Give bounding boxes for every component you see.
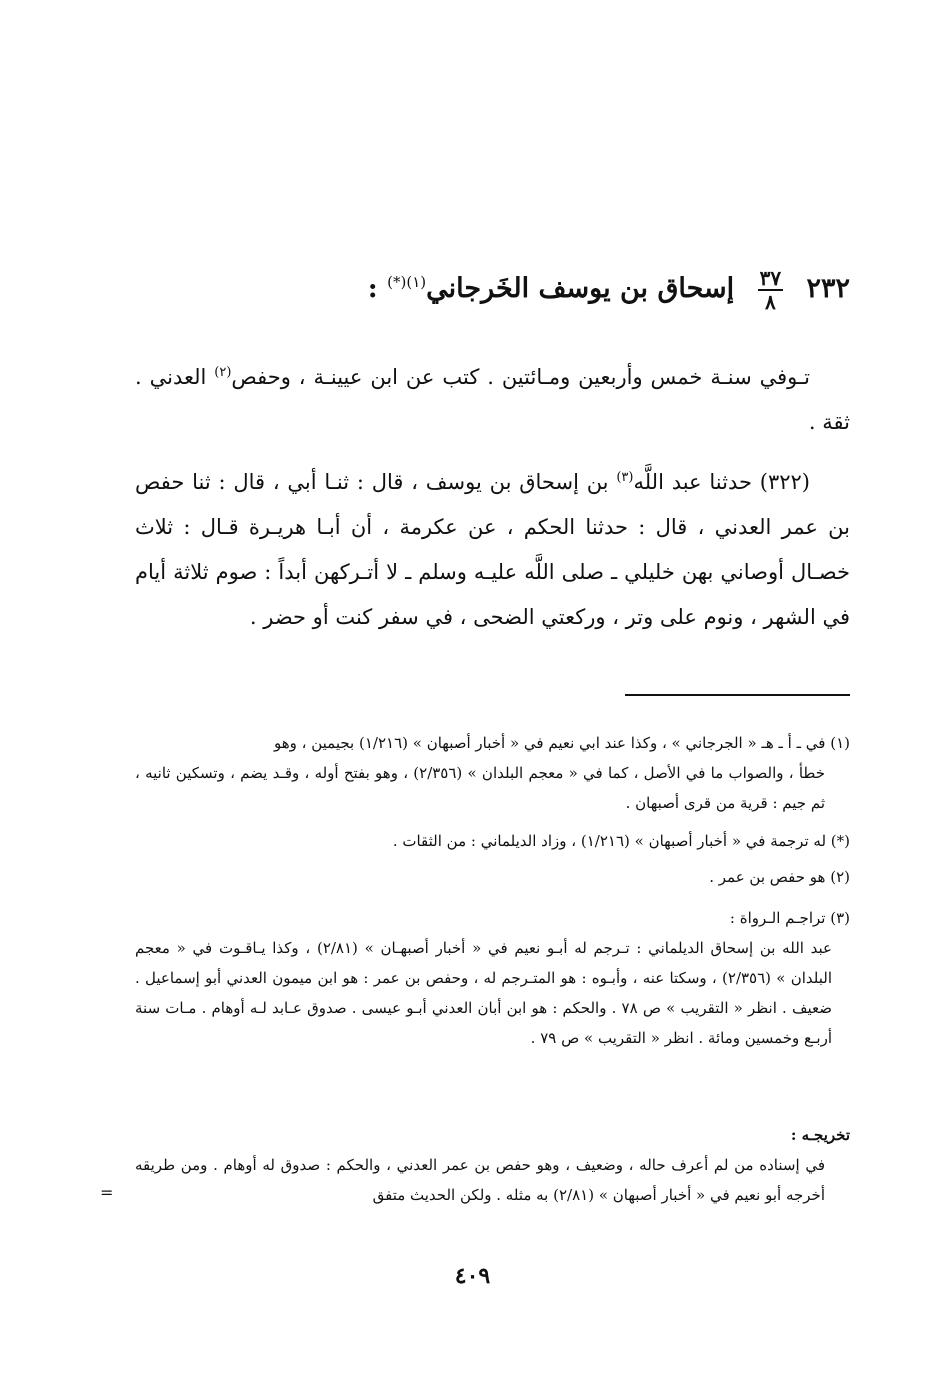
hadith-text-a: (٣٢٢) حدثنا عبد اللَّه xyxy=(633,470,810,494)
entry-number: ٢٣٢ xyxy=(806,273,850,304)
hadith-paragraph xyxy=(135,455,850,640)
fraction-top: ٣٧ xyxy=(759,265,782,290)
footnote-marker-3: (٣) xyxy=(616,470,634,485)
footnote-3-body: عبد الله بن إسحاق الديلماني : تـرجم له أبـو نعيم في « أخبار أصبهـان » (٢/٨١) ، وكذا يـاقـوت في « معجم البلدان » (٢/٣٥٦) ، وسكتا عنه ، وأبـوه : هو المتـرجم له ، وحفص بن عمر : هو ابن ميمون العدني أبو إسماعيل . ضعيف . انظر « التقريب » ص ٧٨ . والحكم : هو ابن أبان العدني أبـو عيسى . صدوق عـابد لـه أوهام . مـات سنة أربـع وخمسين ومائة . انظر « التقريب » ص ٧٩ . xyxy=(135,939,832,1047)
continuation-mark: = xyxy=(100,1183,114,1202)
footnote-separator xyxy=(625,694,850,696)
takhrij-body: في إسناده من لم أعرف حاله ، وضعيف ، وهو حفص بن عمر العدني ، والحكم : صدوق له أوهام . ومن طريقه أخرجه أبو نعيم في « أخبار أصبهان » (٢/٨١) به مثله . ولكن الحديث متفق xyxy=(135,1156,825,1204)
biography-text-a: تـوفي سنـة خمس وأربعين ومـائتين . كتب عن ابن عيينـة ، وحفص xyxy=(231,365,810,389)
biography-text-b: العدني . ثقة . xyxy=(135,365,850,434)
footnote-marker-2: (٢) xyxy=(214,365,232,380)
entry-heading xyxy=(90,262,850,313)
footnote-star: (*) له ترجمة في « أخبار أصبهان » (١/٢١٦) ، وزاد الديلماني : من الثقات . xyxy=(392,832,850,850)
biography-paragraph xyxy=(135,350,850,445)
entry-fraction xyxy=(758,267,783,313)
footnote-2: (٢) هو حفص بن عمر . xyxy=(709,868,850,886)
footnote-1-line: (١) في ـ أ ـ هـ « الجرجاني » ، وكذا عند ابي نعيم في « أخبار أصبهان » (١/٢١٦) بجيمين ، وهو xyxy=(273,734,850,752)
footnote-1-continuation: خطأ ، والصواب ما في الأصل ، كما في « معجم البلدان » (٢/٣٥٦) ، وهو بفتح أوله ، وقـد يضم ، وتسكين ثانيه ، ثم جيم : قرية من قرى أصبهان . xyxy=(135,764,825,812)
hadith-text-b: بن إسحاق بن يوسف ، قال : ثنـا أبي ، قال : ثنا حفص بن عمر العدني ، قال : حدثنا الحكم ، عن عكرمة ، أن أبـا هريـرة قـال : ثلاث خصـال أوصاني بهن خليلي ـ صلى اللَّه عليـه وسلم ـ لا أتـركهن أبداً : صوم ثلاثة أيام في الشهر ، ونوم على وتر ، وركعتي الضحى ، في سفر كنت أو حضر . xyxy=(135,470,850,629)
entry-title: إسحاق بن يوسف الخَرجاني xyxy=(426,273,735,304)
takhrij-heading: تخريجـه : xyxy=(790,1126,850,1144)
entry-footnote-marks: (١)(*) xyxy=(387,273,427,291)
footnote-1 xyxy=(135,728,850,818)
fraction-bottom: ٨ xyxy=(764,289,776,314)
entry-colon: : xyxy=(367,273,378,304)
footnote-3-heading: (٣) تراجـم الـرواة : xyxy=(729,909,850,927)
page-number: ٤٠٩ xyxy=(454,1263,491,1289)
